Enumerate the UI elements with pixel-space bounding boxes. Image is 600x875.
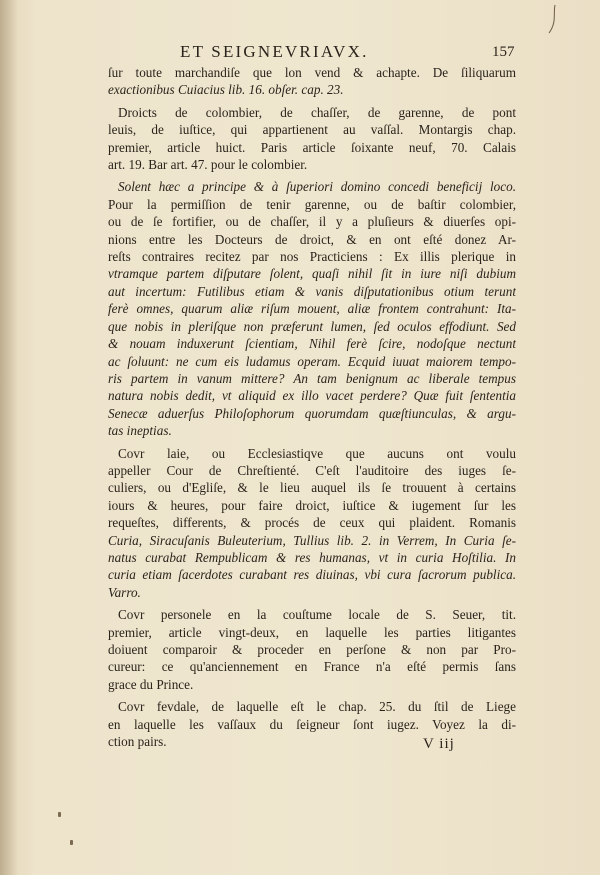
text-line: requeſtes, differents, & procés de ceux qui plaident. Romanis	[108, 515, 516, 531]
page-number: 157	[492, 44, 515, 60]
text-line: ferè omnes, quarum aliæ riſum mouent, aliæ frontem contrahunt: Ita-	[108, 301, 516, 317]
text-line: nions entre les Docteurs de droict, & en ont eſté donez Ar-	[108, 231, 516, 247]
text-line: culiers, ou d'Egliſe, & le lieu auquel ils ſe trouuent à certains	[108, 480, 516, 496]
page-header	[0, 42, 600, 66]
text-line: art. 19. Bar art. 47. pour le colombier.	[108, 157, 308, 173]
signature-mark: V iij	[423, 736, 455, 752]
text-line: Senecæ aduerſus Philoſophorum quorumdam quæſtiunculas, & argu-	[108, 405, 516, 421]
body-text	[108, 64, 516, 750]
text-line: leuis, de iuſtice, qui appartienent au vaſſal. Montargis chap.	[108, 122, 516, 138]
text-line: reſts contraires recitez par nos Practiciens : Ex illis plerique in	[108, 249, 516, 265]
text-line: ſur toute marchandiſe que lon vend & achapte. De ſiliquarum	[108, 65, 516, 80]
text-line: doiuent comparoir & proceder en perſone & non par Pro-	[108, 642, 516, 657]
gutter-shadow	[0, 0, 18, 875]
text-line: ction pairs.	[108, 734, 167, 750]
ink-stroke-mark	[545, 4, 559, 34]
text-line: & nouam induxerunt ſcientiam, Nihil ferè ſcire, nodoſque nectunt	[108, 336, 516, 352]
text-line: premier, article vingt-deux, en laquelle les parties litigantes	[108, 624, 516, 640]
margin-speck	[58, 812, 61, 817]
text-line: Covr laie, ou Ecclesiastiqve que aucuns ont voulu	[118, 445, 516, 461]
text-line: en laquelle les vaſſaux du ſeigneur ſont iugez. Voyez la di-	[108, 716, 516, 732]
text-line: appeller Cour de Chreſtienté. C'eſt l'auditoire des iuges ſe-	[108, 462, 516, 478]
text-line: Pour la permiſſion de tenir garenne, ou de baſtir colombier,	[108, 196, 516, 212]
text-line: natus curabat Rempublicam & res humanas, vt in curia Hoſtilia. In	[108, 549, 516, 565]
text-line: ou de ſe fortifier, ou de chaſſer, il y a pluſieurs & diuerſes opi-	[108, 214, 516, 230]
text-line: cureur: ce qu'anciennement en France n'a eſté permis ſans	[108, 659, 516, 675]
text-line: tas ineptias.	[108, 423, 172, 439]
text-line: Varro.	[108, 584, 141, 600]
text-line: aut incertum: Futilibus etiam & vanis diſputationibus otium terunt	[108, 283, 516, 299]
text-line: Droicts de colombier, de chaſſer, de garenne, de pont	[118, 104, 516, 120]
text-line: grace du Prince.	[108, 676, 194, 692]
text-line: curia etiam ſacerdotes curabant res diuinas, vbi cura ſacrorum publica.	[108, 567, 516, 583]
text-line: natura nobis dedit, vt aliquid ex illo vacet perdere? Quæ fuit ſententia	[108, 388, 516, 404]
text-line: Curia, Siracuſanis Buleuterium, Tullius lib. 2. in Verrem, In Curia ſe-	[108, 532, 516, 548]
text-line: Covr personele en la couſtume locale de S. Seuer, tit.	[118, 607, 516, 623]
text-line: Solent hæc a principe & à ſuperiori domino concedi beneficij loco.	[118, 179, 516, 195]
text-line: exactionibus Cuiacius lib. 16. obſer. cap. 23.	[108, 82, 344, 98]
margin-speck	[70, 840, 73, 845]
running-head: ET SEIGNEVRIAVX.	[180, 42, 369, 61]
text-line: ris partem in vanum mittere? An tam benignum ac liberale tempus	[108, 370, 516, 386]
text-line: que nobis in pleriſque non præferunt lumen, ſed oculos effodiunt. Sed	[108, 318, 516, 334]
text-line: ac ſoluunt: ne cum eis ludamus operam. Ecquid iuuat maiorem tempo-	[108, 353, 516, 369]
text-line: iours & heures, pour faire droict, iuſtice & iugement ſur les	[108, 497, 516, 513]
text-line: vtramque partem diſputare ſolent, quaſi nihil ſit in iure niſi dubium	[108, 266, 516, 282]
text-line: premier, article huict. Paris article ſoixante neuf, 70. Calais	[108, 139, 516, 155]
text-line: Covr fevdale, de laquelle eſt le chap. 25. du ſtil de Liege	[118, 699, 516, 715]
